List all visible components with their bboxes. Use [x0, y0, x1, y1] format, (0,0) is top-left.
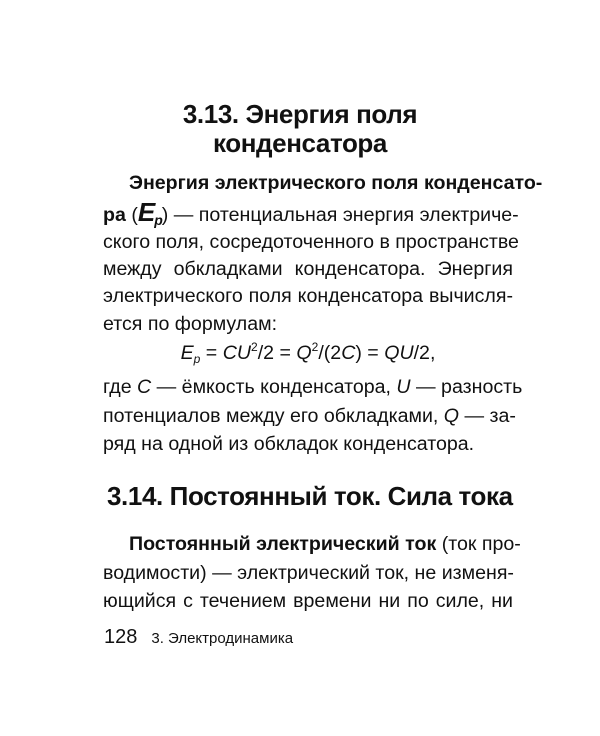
energy-symbol: $E_p$: [137, 197, 162, 228]
page-number: 128: [104, 626, 138, 648]
paragraph-3-line2: водимости) — электрический ток, не изменя-: [103, 562, 514, 584]
paragraph-1-line5: электрического поля конденсатора вычисля-: [103, 285, 513, 307]
section-3-13-title-line2: конденсатора: [213, 128, 387, 158]
energy-formula: $E_p = CU^2/2 = Q^2/(2C) = QU/2$,: [180, 340, 436, 366]
paragraph-1-line3: ского поля, сосредоточенного в пространстве: [103, 231, 519, 253]
definition-term-line1: Энергия электрического поля конденсато-: [129, 172, 543, 194]
paragraph-2-line2: потенциалов между его обкладками, Q — за-: [103, 405, 516, 427]
paragraph-1-line6: ется по формулам:: [103, 313, 278, 335]
paragraph-3-line3: ющийся с течением времени ни по силе, ни: [103, 590, 513, 612]
paragraph-1-line2: ра $(E_p)$ — потенциальная энергия электриче-: [103, 197, 519, 228]
chapter-title: 3. Электродинамика: [151, 630, 294, 647]
paragraph-1-line4: между обкладками конденсатора. Энергия: [103, 258, 513, 280]
paragraph-2-line1: где C — ёмкость конденсатора, U — разность: [103, 376, 523, 398]
paragraph-2-line3: ряд на одной из обкладок конденсатора.: [103, 433, 475, 455]
page-footer: [104, 626, 293, 650]
paragraph-3-line1: Постоянный электрический ток (ток про-: [129, 533, 521, 555]
section-3-13-title-line1: 3.13. Энергия поля: [182, 99, 418, 129]
section-3-14-title: 3.14. Постоянный ток. Сила тока: [107, 481, 513, 511]
